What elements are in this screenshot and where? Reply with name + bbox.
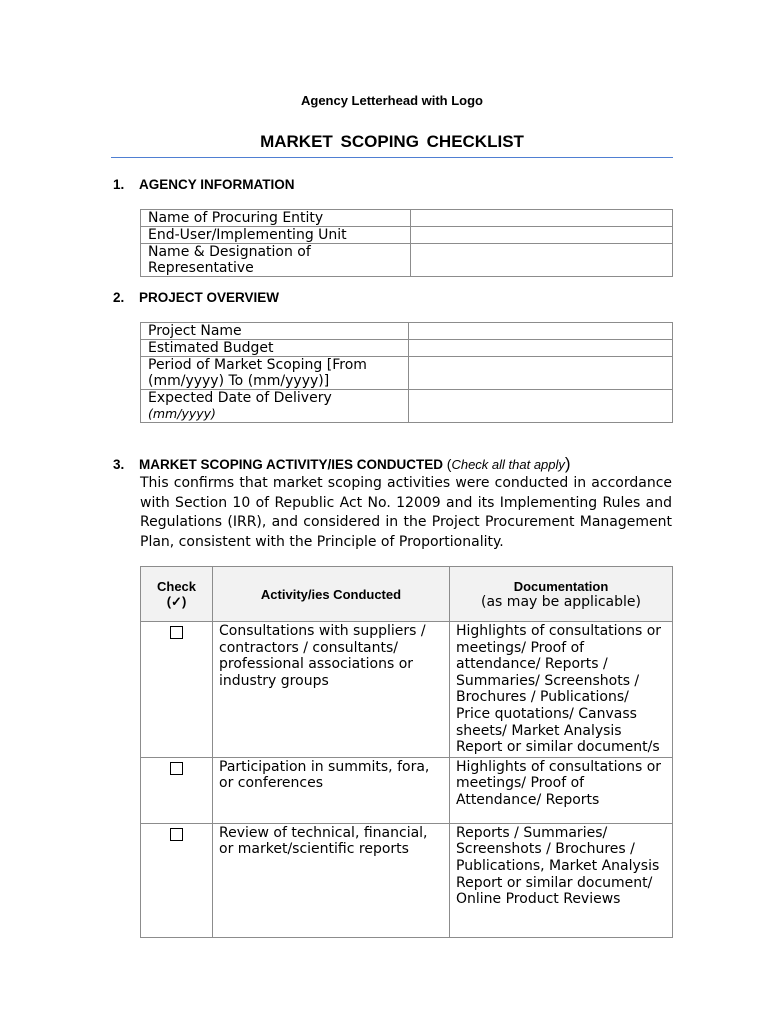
compliance-statement: This confirms that market scoping activities were conducted in accordance with Section 10 of Republic Act No. 12009 and its Implementing Rules and Regulations (IRR), and considered in the Project Procurement Management Plan, consistent with the Principle of Proportionality. — [140, 475, 672, 550]
section-2-heading — [113, 290, 279, 305]
project-overview-table — [140, 322, 673, 423]
checkbox-reports-review[interactable] — [170, 828, 183, 841]
section-1-title: AGENCY INFORMATION — [139, 177, 295, 192]
end-user-unit-field[interactable] — [410, 227, 672, 244]
table-row — [141, 340, 673, 357]
section-3-hint-open: ( — [446, 456, 452, 472]
section-3-title: MARKET SCOPING ACTIVITY/IES CONDUCTED — [139, 457, 444, 472]
check-cell — [141, 823, 213, 937]
project-name-field[interactable] — [409, 323, 673, 340]
table-row — [141, 210, 673, 227]
section-2-title: PROJECT OVERVIEW — [139, 290, 280, 305]
representative-label: Name & Designation of Representative — [141, 244, 411, 277]
estimated-budget-label: Estimated Budget — [141, 340, 409, 357]
section-1-heading — [113, 177, 295, 192]
section-3-hint-close: ) — [564, 454, 571, 473]
letterhead: Agency Letterhead with Logo — [300, 93, 483, 108]
delivery-date-label — [141, 390, 409, 423]
section-2-number: 2. — [113, 290, 125, 305]
check-header-label: Check — [156, 578, 197, 594]
table-row — [141, 323, 673, 340]
check-cell — [141, 757, 213, 823]
activity-cell: Participation in summits, fora, or conferences — [213, 757, 450, 823]
table-row — [141, 244, 673, 277]
documentation-header-label: Documentation — [513, 578, 609, 594]
table-row — [141, 823, 673, 937]
project-name-label: Project Name — [141, 323, 409, 340]
section-3-number: 3. — [113, 457, 125, 472]
documentation-cell: Highlights of consultations or meetings/ Proof of attendance/ Reports / Summaries/ Screenshots / Brochures / Publications/ Price quotations/ Canvass sheets/ Market Analysis Report or similar document/s — [450, 622, 673, 758]
activities-table — [140, 566, 673, 938]
title-divider — [111, 157, 673, 158]
checkbox-consultations[interactable] — [170, 626, 183, 639]
end-user-unit-label: End-User/Implementing Unit — [141, 227, 411, 244]
agency-information-table — [140, 209, 673, 277]
representative-field[interactable] — [410, 244, 672, 277]
check-column-header — [141, 567, 213, 622]
delivery-date-unit: (mm/yyyy) — [148, 406, 216, 421]
check-mark-header: (✓) — [166, 593, 187, 609]
procuring-entity-field[interactable] — [410, 210, 672, 227]
table-row — [141, 227, 673, 244]
table-row — [141, 622, 673, 758]
section-3-heading — [113, 454, 571, 474]
documentation-cell: Highlights of consultations or meetings/ Proof of Attendance/ Reports — [450, 757, 673, 823]
table-row — [141, 757, 673, 823]
documentation-cell: Reports / Summaries/ Screenshots / Brochures / Publications, Market Analysis Report or similar document/ Online Product Reviews — [450, 823, 673, 937]
activity-cell: Review of technical, financial, or market/scientific reports — [213, 823, 450, 937]
section-3-hint: Check all that apply — [451, 457, 565, 472]
table-row — [141, 357, 673, 390]
table-header-row — [141, 567, 673, 622]
documentation-column-header — [450, 567, 673, 622]
scoping-period-label: Period of Market Scoping [From (mm/yyyy) To (mm/yyyy)] — [141, 357, 409, 390]
table-row — [141, 390, 673, 423]
documentation-header-sub: (as may be applicable) — [481, 593, 641, 610]
scoping-period-field[interactable] — [409, 357, 673, 390]
procuring-entity-label: Name of Procuring Entity — [141, 210, 411, 227]
estimated-budget-field[interactable] — [409, 340, 673, 357]
activity-column-header: Activity/ies Conducted — [213, 567, 450, 622]
page-title: MARKET SCOPING CHECKLIST — [260, 132, 524, 151]
section-1-number: 1. — [113, 177, 125, 192]
delivery-date-label-text: Expected Date of Delivery — [148, 390, 332, 406]
delivery-date-field[interactable] — [409, 390, 673, 423]
activity-cell: Consultations with suppliers / contractors / consultants/ professional associations or industry groups — [213, 622, 450, 758]
checkbox-summits[interactable] — [170, 762, 183, 775]
check-cell — [141, 622, 213, 758]
